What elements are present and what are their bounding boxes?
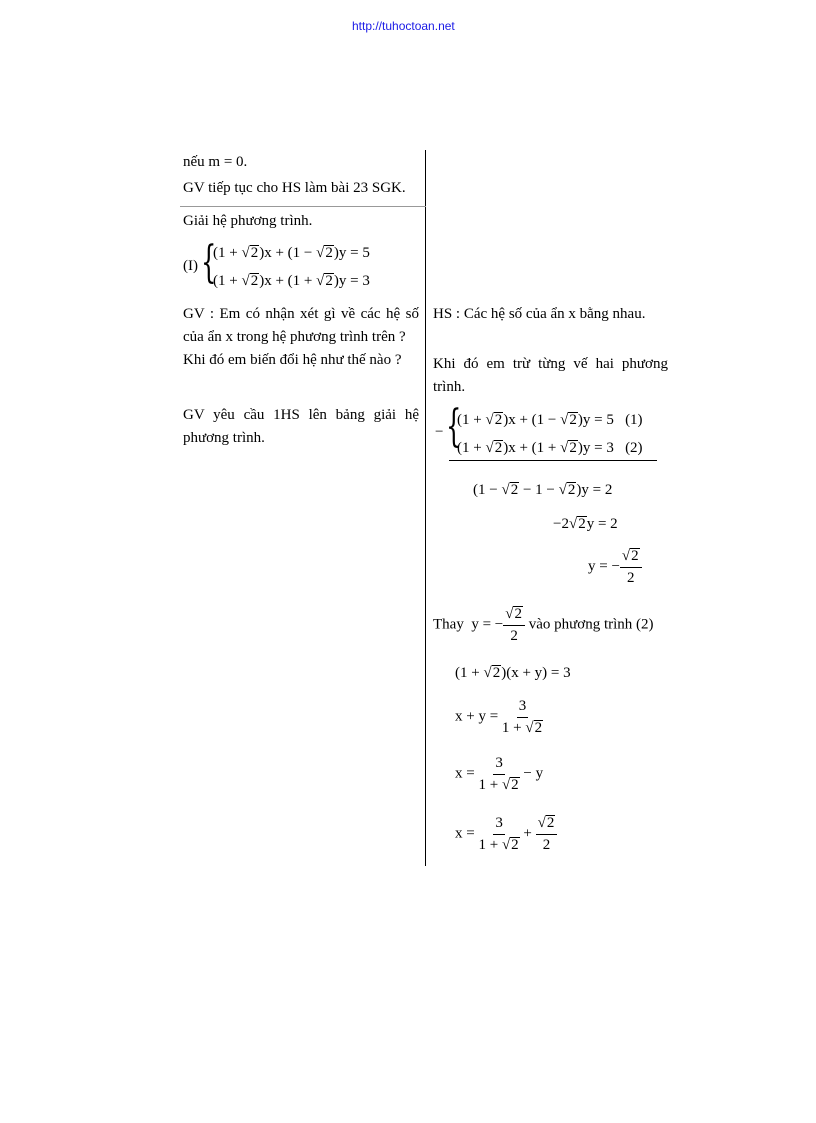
fraction <box>620 548 642 586</box>
e2-a: x + y = <box>455 708 502 725</box>
fraction <box>478 815 519 853</box>
sqrt-sign: √2 <box>485 412 503 428</box>
table-divider-main <box>425 206 426 866</box>
numerator <box>503 606 525 626</box>
radicand: 2 <box>492 665 501 681</box>
denominator: 2 <box>510 627 518 644</box>
r2-a: −2 <box>553 516 569 532</box>
r1-b: − 1 − <box>519 482 559 498</box>
subtract-line-1: Khi đó em trừ từng vế hai phương <box>433 356 668 372</box>
numerator: 3 <box>493 755 505 775</box>
fraction <box>536 815 558 853</box>
numerator: 3 <box>517 698 529 718</box>
radicand: 2 <box>514 606 522 622</box>
den-a: 1 + <box>478 836 502 853</box>
denominator <box>478 775 519 794</box>
e1-a: (1 + <box>455 665 484 681</box>
radicand: 2 <box>325 273 333 289</box>
fraction <box>502 698 543 736</box>
s-eq2-b: )x + (1 + <box>503 440 561 456</box>
system-brace: { <box>201 237 217 288</box>
subtract-rule <box>449 460 657 461</box>
radicand: 2 <box>510 482 519 498</box>
radicand: 2 <box>578 516 586 532</box>
left-line-task: GV tiếp tục cho HS làm bài 23 SGK. <box>183 180 406 196</box>
fraction <box>503 606 525 644</box>
sqrt-sign: √2 <box>568 516 586 532</box>
system-eq2 <box>213 273 370 290</box>
sqrt-sign: √2 <box>505 606 522 622</box>
radicand: 2 <box>567 482 576 498</box>
eq-step-3 <box>455 755 543 793</box>
eq1-c: )y = 5 <box>333 245 370 261</box>
substitute-line <box>433 606 654 644</box>
sub-b: vào phương trình (2) <box>524 616 654 633</box>
system-eq1 <box>213 245 370 262</box>
radicand: 2 <box>494 412 503 428</box>
numerator <box>536 815 558 835</box>
sqrt-sign: √2 <box>558 482 576 498</box>
radicand: 2 <box>511 776 519 793</box>
e4-a: x = <box>455 825 479 842</box>
eq1-a: (1 + <box>213 245 242 261</box>
s-eq2-a: (1 + <box>457 440 486 456</box>
denominator <box>502 718 543 737</box>
r1-c: )y = 2 <box>576 482 613 498</box>
eq-step-4 <box>455 815 557 853</box>
left-line-m: nếu m = 0. <box>183 154 248 170</box>
denominator: 2 <box>627 569 635 586</box>
subtract-eq2 <box>457 440 643 457</box>
e4-b: + <box>519 825 536 842</box>
fraction <box>478 755 519 793</box>
left-question-3: Khi đó em biến đổi hệ như thế nào ? <box>183 352 402 368</box>
eq-step-2 <box>455 698 543 736</box>
hs-answer: HS : Các hệ số của ẩn x bằng nhau. <box>433 306 646 322</box>
radicand: 2 <box>631 548 639 564</box>
radicand: 2 <box>325 245 333 261</box>
left-question-2: của ẩn x trong hệ phương trình trên ? <box>183 329 406 345</box>
system-label: (I) <box>183 258 198 274</box>
sqrt-sign: √2 <box>485 440 503 456</box>
radicand: 2 <box>494 440 503 456</box>
radicand: 2 <box>569 440 577 456</box>
denominator: 2 <box>542 836 551 853</box>
result-2 <box>553 516 618 533</box>
left-solve-title: Giải hệ phương trình. <box>183 213 313 229</box>
numerator: 3 <box>493 815 505 835</box>
r3-a: y = − <box>588 558 620 575</box>
sqrt-sign: √2 <box>560 440 577 456</box>
r2-b: y = 2 <box>586 516 618 532</box>
left-question-1: GV : Em có nhận xét gì về các hệ số <box>183 306 419 322</box>
eq2-c: )y = 3 <box>333 273 370 289</box>
left-request-2: phương trình. <box>183 430 265 446</box>
eq-step-1 <box>455 665 571 682</box>
sqrt-sign: √2 <box>241 273 259 289</box>
den-a: 1 + <box>501 719 526 736</box>
sub-a: Thay y = − <box>433 616 504 633</box>
s-eq2-c: )y = 3 (2) <box>577 440 643 456</box>
sqrt-sign: √2 <box>560 412 577 428</box>
den-a: 1 + <box>478 776 502 793</box>
radicand: 2 <box>546 815 555 831</box>
sqrt-sign: √2 <box>316 245 333 261</box>
e3-b: − y <box>519 765 544 782</box>
sqrt-sign: √2 <box>316 273 333 289</box>
sqrt-sign: √2 <box>501 482 519 498</box>
eq1-b: )x + (1 − <box>259 245 317 261</box>
radicand: 2 <box>534 719 543 736</box>
left-request-1: GV yêu cầu 1HS lên bảng giải hệ <box>183 407 419 423</box>
sqrt-sign: √2 <box>483 665 501 681</box>
denominator <box>478 835 519 854</box>
table-divider-top <box>425 150 426 206</box>
radicand: 2 <box>511 836 519 853</box>
sqrt-sign: √2 <box>621 548 639 564</box>
result-3 <box>588 548 642 586</box>
radicand: 2 <box>250 273 259 289</box>
minus-sign: − <box>435 424 444 440</box>
row-separator <box>180 206 426 207</box>
e1-b: )(x + y) = 3 <box>501 665 571 681</box>
r1-a: (1 − <box>473 482 502 498</box>
s-eq1-b: )x + (1 − <box>503 412 561 428</box>
sqrt-sign: √2 <box>501 836 519 853</box>
sqrt-sign: √2 <box>537 815 555 831</box>
eq2-b: )x + (1 + <box>259 273 317 289</box>
sqrt-sign: √2 <box>241 245 259 261</box>
result-1 <box>473 482 612 499</box>
subtract-line-2: trình. <box>433 379 466 395</box>
subtract-eq1 <box>457 412 643 429</box>
s-eq1-c: )y = 5 (1) <box>577 412 643 428</box>
radicand: 2 <box>250 245 259 261</box>
sqrt-sign: √2 <box>501 776 519 793</box>
numerator <box>620 548 642 568</box>
e3-a: x = <box>455 765 479 782</box>
s-eq1-a: (1 + <box>457 412 486 428</box>
radicand: 2 <box>569 412 577 428</box>
header-url[interactable]: http://tuhoctoan.net <box>352 19 455 33</box>
subtract-brace: { <box>446 401 462 452</box>
eq2-a: (1 + <box>213 273 242 289</box>
sqrt-sign: √2 <box>525 719 543 736</box>
